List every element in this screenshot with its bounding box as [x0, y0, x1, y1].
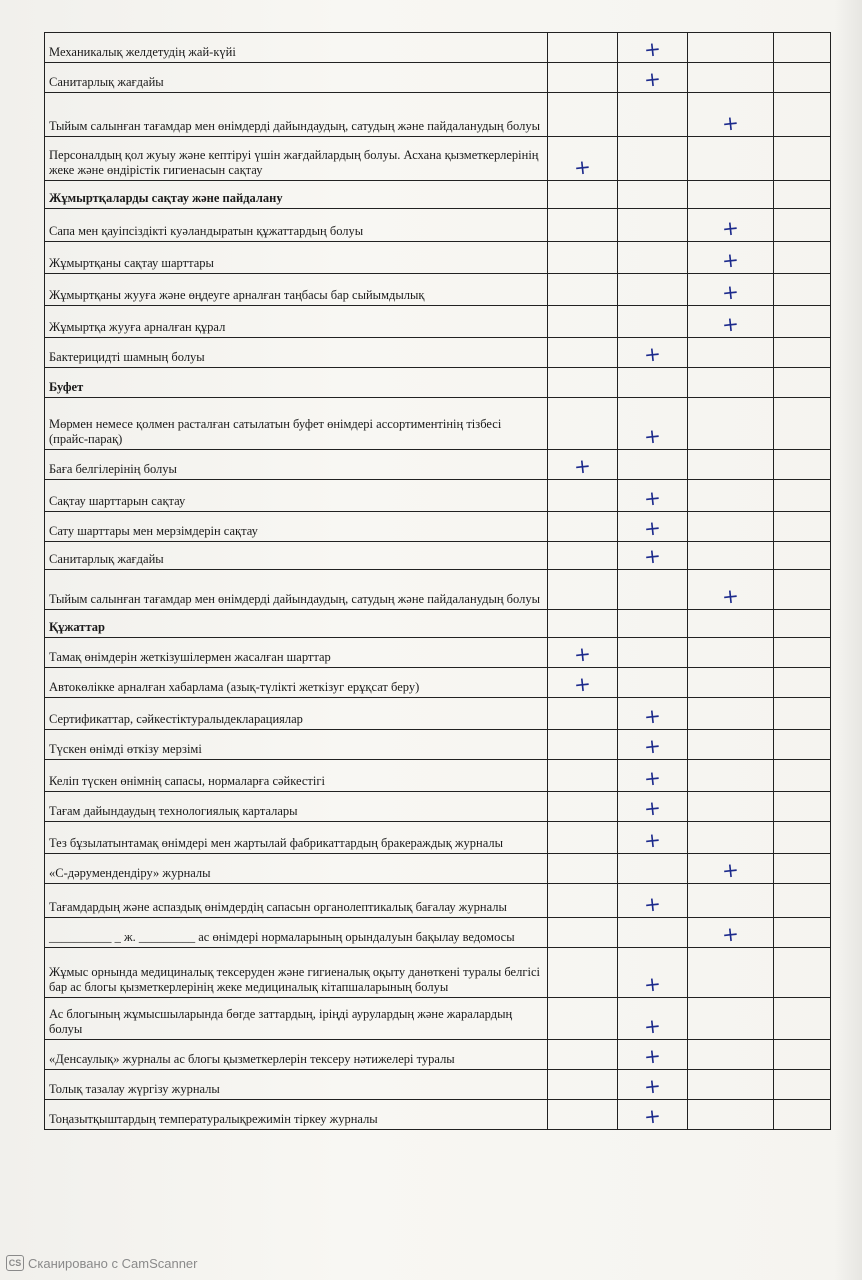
mark-cell-3 [688, 33, 774, 63]
handwritten-plus-mark: + [642, 827, 663, 854]
mark-cell-2 [618, 822, 688, 854]
checklist-row [45, 512, 831, 542]
mark-cell-1 [548, 792, 618, 822]
mark-cell-2 [618, 33, 688, 63]
handwritten-plus-mark: + [572, 154, 593, 181]
mark-cell-1 [548, 398, 618, 450]
mark-cell-3 [688, 306, 774, 338]
checklist-row [45, 948, 831, 998]
checklist-row [45, 209, 831, 242]
mark-cell-3 [688, 822, 774, 854]
mark-cell-4 [774, 338, 831, 368]
mark-cell-1 [548, 1040, 618, 1070]
criterion-text: __________ _ ж. _________ ас өнімдері нормаларының орындалуын бақылау ведомосы [45, 918, 548, 948]
criterion-text: Тыйым салынған тағамдар мен өнімдерді дайындаудың, сатудың және пайдаланудың болуы [45, 93, 548, 137]
mark-cell-4 [774, 792, 831, 822]
mark-cell-2 [618, 1100, 688, 1130]
mark-cell-3 [688, 209, 774, 242]
mark-cell-1 [548, 306, 618, 338]
mark-cell-4 [774, 998, 831, 1040]
mark-cell-1 [548, 698, 618, 730]
criterion-text: Жұмыртқа жууға арналған құрал [45, 306, 548, 338]
mark-cell-4 [774, 368, 831, 398]
mark-cell-4 [774, 242, 831, 274]
mark-cell-1 [548, 480, 618, 512]
criterion-text: Толық тазалау жүргізу журналы [45, 1070, 548, 1100]
checklist-row [45, 33, 831, 63]
mark-cell-4 [774, 306, 831, 338]
mark-cell-1 [548, 570, 618, 610]
mark-cell-1 [548, 918, 618, 948]
handwritten-plus-mark: + [642, 765, 663, 792]
handwritten-plus-mark: + [642, 795, 663, 822]
criterion-text: Тағам дайындаудың технологиялық карталары [45, 792, 548, 822]
mark-cell-4 [774, 884, 831, 918]
handwritten-plus-mark: + [720, 857, 741, 884]
mark-cell-2 [618, 274, 688, 306]
criterion-text: Мөрмен немесе қолмен расталған сатылатын буфет өнімдері ассортиментінің тізбесі (прайс-парақ) [45, 398, 548, 450]
criterion-text: Бактерицидті шамның болуы [45, 338, 548, 368]
mark-cell-4 [774, 33, 831, 63]
checklist-row [45, 542, 831, 570]
mark-cell-1 [548, 610, 618, 638]
mark-cell-1 [548, 209, 618, 242]
section-title: Буфет [45, 368, 548, 398]
checklist-row [45, 480, 831, 512]
mark-cell-3 [688, 698, 774, 730]
mark-cell-3 [688, 542, 774, 570]
handwritten-plus-mark: + [720, 583, 741, 610]
criterion-text: Жұмыс орнында медициналық тексеруден және гигиеналық оқыту данөткені туралы белгісі бар ас блогы қызметкерлерінің жеке медициналық кітапшаларының болуы [45, 948, 548, 998]
mark-cell-4 [774, 1040, 831, 1070]
mark-cell-3 [688, 570, 774, 610]
criterion-text: Келіп түскен өнімнің сапасы, нормаларға сәйкестігі [45, 760, 548, 792]
mark-cell-4 [774, 638, 831, 668]
checklist-row [45, 698, 831, 730]
mark-cell-4 [774, 209, 831, 242]
mark-cell-3 [688, 854, 774, 884]
mark-cell-3 [688, 137, 774, 181]
mark-cell-3 [688, 274, 774, 306]
criterion-text: Тез бұзылатынтамақ өнімдері мен жартылай фабрикаттардың бракераждық журналы [45, 822, 548, 854]
criterion-text: Баға белгілерінің болуы [45, 450, 548, 480]
handwritten-plus-mark: + [720, 110, 741, 137]
mark-cell-2 [618, 181, 688, 209]
mark-cell-3 [688, 638, 774, 668]
mark-cell-3 [688, 1040, 774, 1070]
checklist-row [45, 1070, 831, 1100]
criterion-text: Жұмыртқаны сақтау шарттары [45, 242, 548, 274]
mark-cell-1 [548, 822, 618, 854]
mark-cell-4 [774, 63, 831, 93]
mark-cell-1 [548, 242, 618, 274]
mark-cell-1 [548, 274, 618, 306]
mark-cell-3 [688, 181, 774, 209]
checklist-row [45, 668, 831, 698]
section-header-row [45, 181, 831, 209]
mark-cell-2 [618, 306, 688, 338]
handwritten-plus-mark: + [642, 36, 663, 63]
criterion-text: Сапа мен қауіпсіздікті куәландыратын құжаттардың болуы [45, 209, 548, 242]
mark-cell-4 [774, 542, 831, 570]
mark-cell-1 [548, 93, 618, 137]
mark-cell-4 [774, 854, 831, 884]
mark-cell-3 [688, 792, 774, 822]
mark-cell-2 [618, 638, 688, 668]
mark-cell-2 [618, 209, 688, 242]
criterion-text: «С-дәрумендендіру» журналы [45, 854, 548, 884]
checklist-row [45, 93, 831, 137]
mark-cell-2 [618, 854, 688, 884]
inspection-checklist-table [44, 32, 831, 1130]
handwritten-plus-mark: + [720, 921, 741, 948]
mark-cell-1 [548, 368, 618, 398]
mark-cell-4 [774, 1100, 831, 1130]
mark-cell-3 [688, 610, 774, 638]
mark-cell-2 [618, 242, 688, 274]
criterion-text: Санитарлық жағдайы [45, 63, 548, 93]
mark-cell-3 [688, 1070, 774, 1100]
criterion-text: Түскен өнімді өткізу мерзімі [45, 730, 548, 760]
mark-cell-1 [548, 1070, 618, 1100]
handwritten-plus-mark: + [642, 1073, 663, 1100]
mark-cell-3 [688, 480, 774, 512]
handwritten-plus-mark: + [642, 1043, 663, 1070]
mark-cell-1 [548, 1100, 618, 1130]
handwritten-plus-mark: + [642, 1103, 663, 1130]
mark-cell-2 [618, 1070, 688, 1100]
mark-cell-4 [774, 822, 831, 854]
checklist-row [45, 137, 831, 181]
camscanner-text: Сканировано с CamScanner [28, 1255, 198, 1271]
checklist-row [45, 242, 831, 274]
criterion-text: Ас блогының жұмысшыларында бөгде заттардың, іріңді аурулардың және жаралардың болуы [45, 998, 548, 1040]
mark-cell-4 [774, 398, 831, 450]
checklist-row [45, 638, 831, 668]
mark-cell-1 [548, 884, 618, 918]
handwritten-plus-mark: + [642, 733, 663, 760]
mark-cell-4 [774, 274, 831, 306]
section-title: Құжаттар [45, 610, 548, 638]
mark-cell-2 [618, 368, 688, 398]
mark-cell-3 [688, 338, 774, 368]
checklist-row [45, 1100, 831, 1130]
handwritten-plus-mark: + [720, 279, 741, 306]
checklist-row [45, 338, 831, 368]
mark-cell-3 [688, 63, 774, 93]
mark-cell-2 [618, 610, 688, 638]
mark-cell-4 [774, 480, 831, 512]
handwritten-plus-mark: + [642, 423, 663, 450]
mark-cell-2 [618, 480, 688, 512]
mark-cell-4 [774, 450, 831, 480]
mark-cell-3 [688, 760, 774, 792]
mark-cell-3 [688, 918, 774, 948]
handwritten-plus-mark: + [572, 671, 593, 698]
camscanner-logo: CS [6, 1255, 24, 1271]
mark-cell-1 [548, 63, 618, 93]
mark-cell-3 [688, 1100, 774, 1130]
handwritten-plus-mark: + [720, 247, 741, 274]
mark-cell-1 [548, 181, 618, 209]
mark-cell-4 [774, 698, 831, 730]
page-edge-shadow [834, 0, 862, 1280]
mark-cell-1 [548, 668, 618, 698]
handwritten-plus-mark: + [720, 215, 741, 242]
handwritten-plus-mark: + [572, 641, 593, 668]
mark-cell-2 [618, 338, 688, 368]
handwritten-plus-mark: + [720, 311, 741, 338]
mark-cell-3 [688, 730, 774, 760]
mark-cell-1 [548, 512, 618, 542]
checklist-row [45, 306, 831, 338]
mark-cell-2 [618, 884, 688, 918]
mark-cell-3 [688, 368, 774, 398]
criterion-text: Персоналдың қол жуыу және кептіруі үшін жағдайлардың болуы. Асхана қызметкерлерінің жеке және өндірістік гигиенасын сақтау [45, 137, 548, 181]
mark-cell-2 [618, 698, 688, 730]
mark-cell-1 [548, 542, 618, 570]
mark-cell-2 [618, 542, 688, 570]
mark-cell-3 [688, 93, 774, 137]
criterion-text: Механикалық желдетудің жай-күйі [45, 33, 548, 63]
mark-cell-4 [774, 570, 831, 610]
criterion-text: Автокөлікке арналған хабарлама (азық-түлікті жеткізуг ерұқсат беру) [45, 668, 548, 698]
section-header-row [45, 368, 831, 398]
criterion-text: Тамақ өнімдерін жеткізушілермен жасалған шарттар [45, 638, 548, 668]
handwritten-plus-mark: + [642, 971, 663, 998]
mark-cell-4 [774, 512, 831, 542]
mark-cell-1 [548, 450, 618, 480]
mark-cell-1 [548, 998, 618, 1040]
mark-cell-1 [548, 760, 618, 792]
section-title: Жұмыртқаларды сақтау және пайдалану [45, 181, 548, 209]
mark-cell-4 [774, 137, 831, 181]
mark-cell-2 [618, 760, 688, 792]
mark-cell-1 [548, 33, 618, 63]
mark-cell-2 [618, 998, 688, 1040]
mark-cell-2 [618, 63, 688, 93]
mark-cell-4 [774, 948, 831, 998]
mark-cell-2 [618, 730, 688, 760]
handwritten-plus-mark: + [642, 66, 663, 93]
mark-cell-4 [774, 93, 831, 137]
handwritten-plus-mark: + [642, 891, 663, 918]
handwritten-plus-mark: + [642, 485, 663, 512]
checklist-row [45, 398, 831, 450]
mark-cell-3 [688, 668, 774, 698]
handwritten-plus-mark: + [642, 543, 663, 570]
criterion-text: Тыйым салынған тағамдар мен өнімдерді дайындаудың, сатудың және пайдаланудың болуы [45, 570, 548, 610]
mark-cell-3 [688, 242, 774, 274]
mark-cell-1 [548, 854, 618, 884]
mark-cell-2 [618, 398, 688, 450]
mark-cell-1 [548, 730, 618, 760]
handwritten-plus-mark: + [642, 515, 663, 542]
criterion-text: Сақтау шарттарын сақтау [45, 480, 548, 512]
mark-cell-4 [774, 181, 831, 209]
mark-cell-2 [618, 570, 688, 610]
mark-cell-3 [688, 948, 774, 998]
mark-cell-1 [548, 948, 618, 998]
handwritten-plus-mark: + [642, 341, 663, 368]
checklist-row [45, 792, 831, 822]
checklist-row [45, 274, 831, 306]
mark-cell-3 [688, 512, 774, 542]
mark-cell-3 [688, 998, 774, 1040]
checklist-row [45, 1040, 831, 1070]
checklist-row [45, 918, 831, 948]
checklist-row [45, 570, 831, 610]
checklist-row [45, 730, 831, 760]
mark-cell-4 [774, 1070, 831, 1100]
mark-cell-4 [774, 918, 831, 948]
mark-cell-1 [548, 338, 618, 368]
mark-cell-2 [618, 137, 688, 181]
checklist-row [45, 884, 831, 918]
criterion-text: Санитарлық жағдайы [45, 542, 548, 570]
mark-cell-2 [618, 450, 688, 480]
mark-cell-1 [548, 638, 618, 668]
criterion-text: Сертификаттар, сәйкестіктуралыдекларациялар [45, 698, 548, 730]
mark-cell-3 [688, 398, 774, 450]
mark-cell-3 [688, 884, 774, 918]
criterion-text: Сату шарттары мен мерзімдерін сақтау [45, 512, 548, 542]
checklist-row [45, 854, 831, 884]
handwritten-plus-mark: + [572, 453, 593, 480]
mark-cell-4 [774, 760, 831, 792]
mark-cell-4 [774, 610, 831, 638]
criterion-text: «Денсаулық» журналы ас блогы қызметкерлерін тексеру нәтижелері туралы [45, 1040, 548, 1070]
mark-cell-1 [548, 137, 618, 181]
mark-cell-4 [774, 730, 831, 760]
checklist-row [45, 760, 831, 792]
checklist-row [45, 450, 831, 480]
handwritten-plus-mark: + [642, 703, 663, 730]
mark-cell-4 [774, 668, 831, 698]
camscanner-watermark [6, 1255, 197, 1271]
mark-cell-2 [618, 1040, 688, 1070]
mark-cell-2 [618, 668, 688, 698]
criterion-text: Тағамдардың және аспаздық өнімдердің сапасын органолептикалық бағалау журналы [45, 884, 548, 918]
criterion-text: Жұмыртқаны жууға және өңдеуге арналған таңбасы бар сыйымдылық [45, 274, 548, 306]
mark-cell-2 [618, 93, 688, 137]
mark-cell-2 [618, 948, 688, 998]
section-header-row [45, 610, 831, 638]
handwritten-plus-mark: + [642, 1013, 663, 1040]
mark-cell-2 [618, 512, 688, 542]
mark-cell-2 [618, 918, 688, 948]
checklist-row [45, 63, 831, 93]
mark-cell-3 [688, 450, 774, 480]
criterion-text: Тоңазытқыштардың температуралықрежимін тіркеу журналы [45, 1100, 548, 1130]
checklist-row [45, 998, 831, 1040]
checklist-row [45, 822, 831, 854]
mark-cell-2 [618, 792, 688, 822]
